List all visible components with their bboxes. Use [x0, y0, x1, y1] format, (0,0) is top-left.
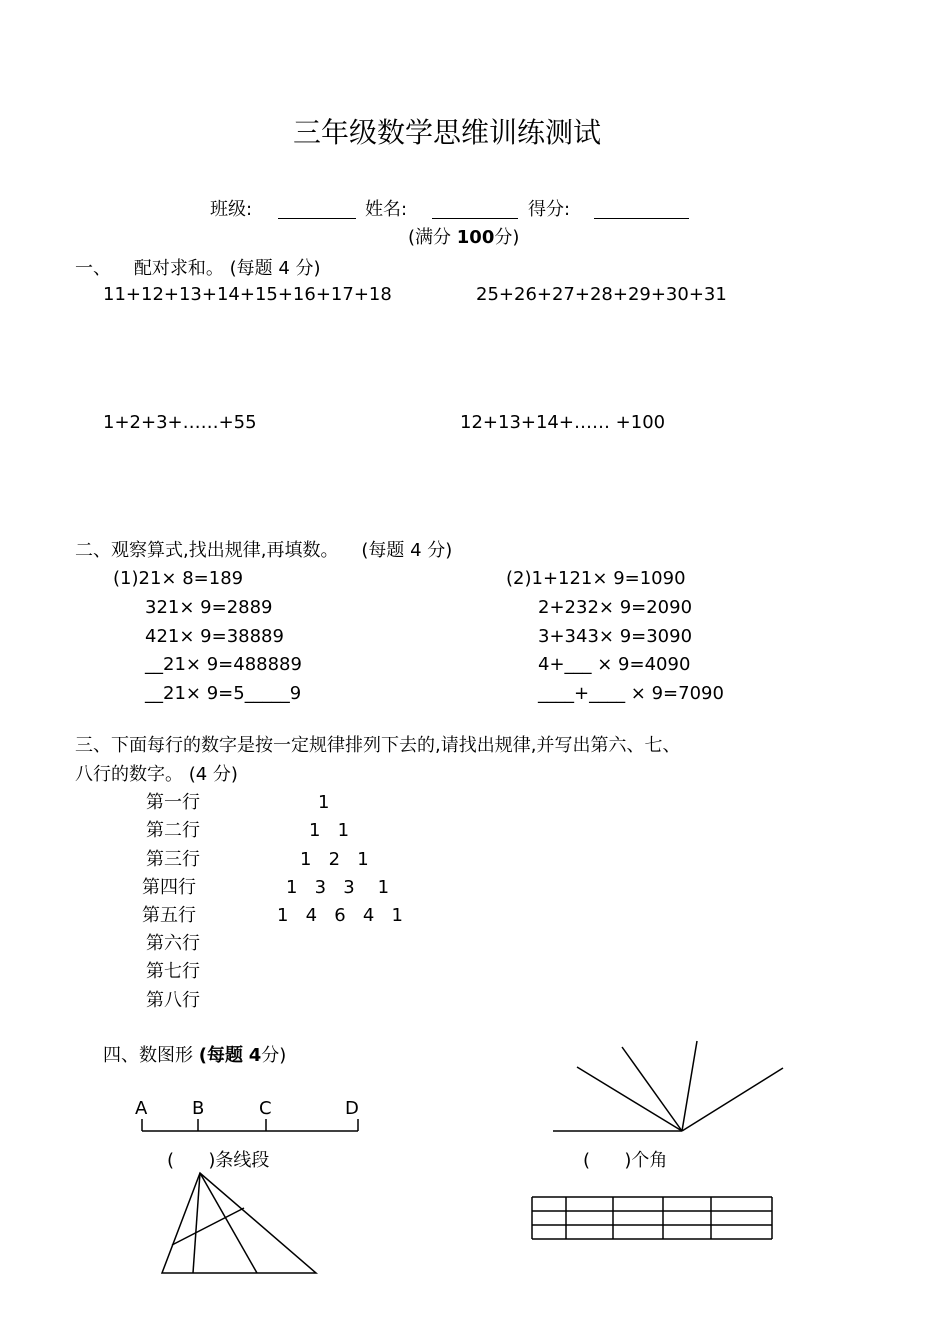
section1-item-2: 25+26+27+28+29+30+31	[476, 284, 727, 305]
row-nums-5: 1 4 6 4 1	[277, 905, 403, 926]
score-label: 得分:	[528, 199, 571, 220]
row-label-5: 第五行	[142, 905, 196, 926]
section3-heading-line1: 三、下面每行的数字是按一定规律排列下去的,请找出规律,并写出第六、七、	[75, 735, 681, 756]
full-suffix: 分)	[494, 227, 520, 248]
section1-item-3: 1+2+3+……+55	[103, 412, 257, 433]
ray-4	[682, 1068, 783, 1131]
row-label-8: 第八行	[146, 990, 200, 1011]
section1-heading: 一、 配对求和。 (每题 4 分)	[75, 258, 321, 279]
triangle-cevian-2	[200, 1173, 257, 1273]
section2-right-3: 3+343× 9=3090	[538, 626, 693, 647]
section2-left-1: (1)21× 8=189	[113, 568, 244, 589]
section2-left-5: __21× 9=5_____9	[145, 683, 302, 704]
page-title: 三年级数学思维训练测试	[293, 116, 602, 149]
point-label-b: B	[192, 1098, 205, 1119]
section2-left-4: __21× 9=488889	[145, 654, 302, 675]
full-value: 100	[456, 227, 495, 248]
angles-answer: ( )个角	[583, 1150, 668, 1171]
ray-1	[577, 1067, 682, 1131]
section4-heading-prefix: 四、数图形	[103, 1045, 193, 1066]
row-nums-2: 1 1	[309, 820, 350, 841]
section2-right-2: 2+232× 9=2090	[538, 597, 693, 618]
triangle-figure	[162, 1173, 316, 1273]
row-label-7: 第七行	[146, 961, 200, 982]
section2-heading: 二、观察算式,找出规律,再填数。 (每题 4 分)	[75, 540, 453, 561]
section4-heading-num: 4	[248, 1045, 262, 1066]
section3-heading-line2: 八行的数字。 (4 分)	[75, 764, 238, 785]
row-label-3: 第三行	[146, 849, 200, 870]
row-nums-4: 1 3 3 1	[286, 877, 390, 898]
section4-heading-bold: (每题	[198, 1045, 243, 1066]
segment-figure	[142, 1119, 358, 1131]
section1-item-4: 12+13+14+…… +100	[460, 412, 666, 433]
full-prefix: (满分	[408, 227, 452, 248]
point-label-c: C	[259, 1098, 272, 1119]
section1-item-1: 11+12+13+14+15+16+17+18	[103, 284, 392, 305]
ray-3	[682, 1041, 697, 1131]
section2-right-1: (2)1+121× 9=1090	[506, 568, 686, 589]
angles-figure	[553, 1041, 783, 1131]
row-label-1: 第一行	[146, 792, 200, 813]
triangle-outline	[162, 1173, 316, 1273]
class-label: 班级:	[210, 199, 253, 220]
point-label-a: A	[135, 1098, 148, 1119]
grid-figure	[532, 1197, 772, 1239]
name-label: 姓名:	[365, 199, 408, 220]
row-nums-1: 1	[318, 792, 330, 813]
row-nums-3: 1 2 1	[300, 849, 369, 870]
row-label-2: 第二行	[146, 820, 200, 841]
row-label-4: 第四行	[142, 877, 196, 898]
segments-answer: ( )条线段	[167, 1150, 270, 1171]
section2-right-5: ____+____ × 9=7090	[538, 683, 724, 704]
ray-2	[622, 1047, 682, 1131]
section2-left-3: 421× 9=38889	[145, 626, 284, 647]
row-label-6: 第六行	[146, 933, 200, 954]
point-label-d: D	[345, 1098, 359, 1119]
section2-right-4: 4+___ × 9=4090	[538, 654, 691, 675]
section2-left-2: 321× 9=2889	[145, 597, 273, 618]
triangle-crossline	[172, 1208, 244, 1245]
section4-heading-end: 分)	[261, 1045, 287, 1066]
